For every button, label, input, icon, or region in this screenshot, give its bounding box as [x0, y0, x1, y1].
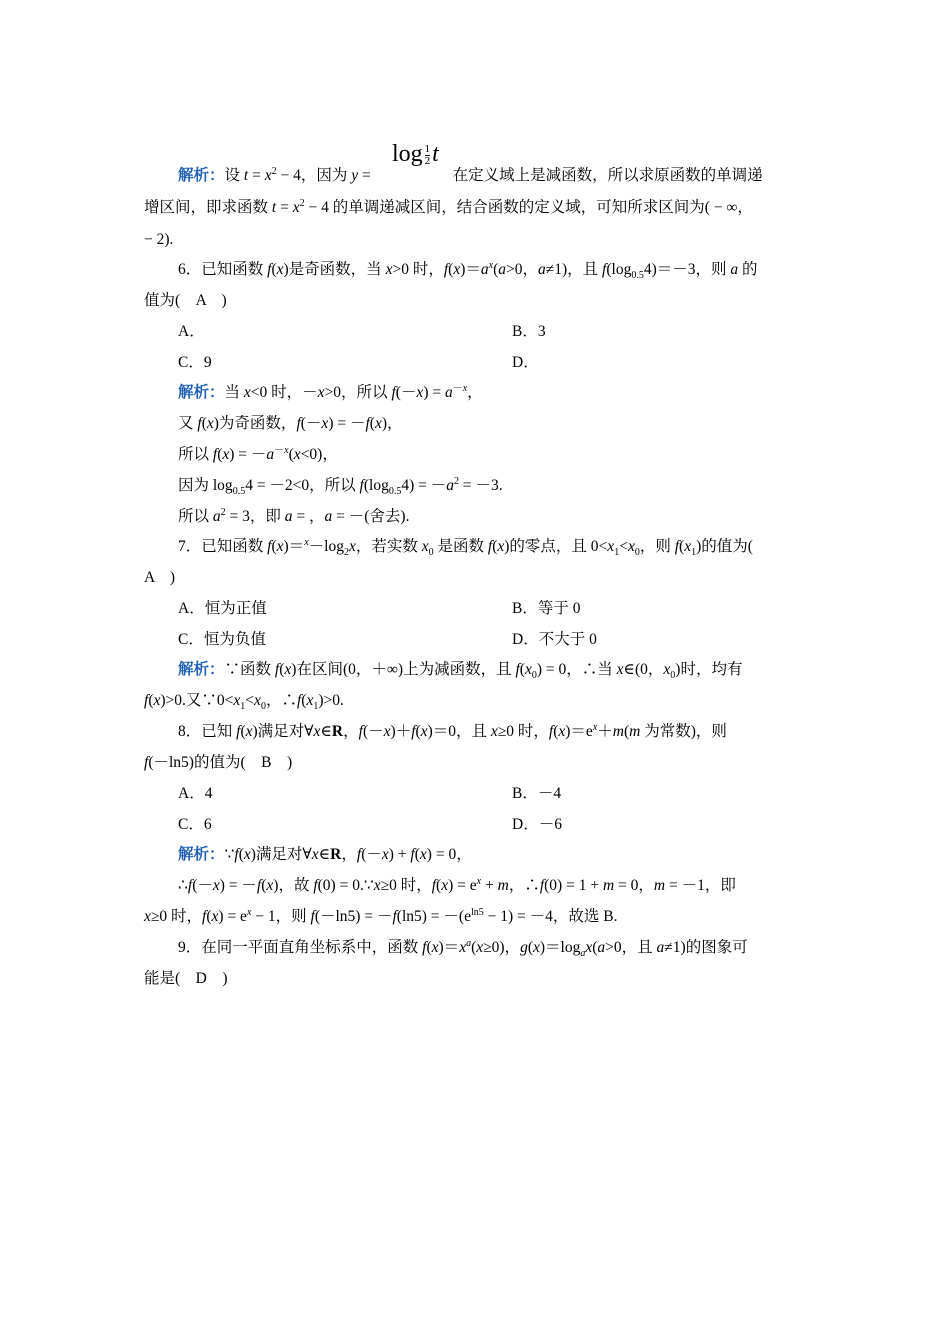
text-line-l7b: D． — [512, 354, 539, 371]
text-line-l14: A ) — [144, 569, 176, 586]
fraction-numerator: 1 — [424, 142, 431, 155]
text-line-l5: 值为( A ) — [144, 292, 227, 309]
text-line-l22a: C．6 — [178, 816, 212, 833]
text-line-l17: 解析：∵函数 f(x)在区间(0，＋∞)上为减函数，且 $f(x_0) = 0$，∴当 x∈(0，$x_0$)时，均有 — [178, 661, 743, 682]
text-line-l23: 解析：∵f(x)满足对∀x∈R，f(－x) + f(x) = 0， — [178, 846, 472, 863]
text-line-l3: − 2). — [144, 231, 174, 248]
formula-fraction — [425, 144, 431, 167]
text-line-l25: x≥0 时，$f(x) = e^x - 1$，则 $f(-\ln 5) = -f(\ln 5) = -(e^{ln5} - 1) = -4$，故选 B. — [144, 906, 618, 925]
text-line-l2: 增区间，即求函数 $t = x^2 - 4$ 的单调递减区间，结合函数的定义域，可知所求区间为( − ∞， — [144, 197, 753, 216]
text-line-l6b: B．3 — [512, 323, 546, 340]
text-line-l21a: A．4 — [178, 785, 213, 802]
text-line-l4: 6．已知函数 f(x)是奇函数，当 x>0 时，$f(x)=a^x(a>0$，a≠1)，且 $f(\log_{0.5}4)=-3$，则 a 的 — [178, 259, 758, 282]
text-line-l21b: B．－4 — [512, 785, 562, 802]
text-line-l10: 所以 $f(x) = -a^{-x}(x<0)$， — [178, 444, 338, 463]
formula-log: log — [392, 141, 423, 167]
text-line-l19: 8．已知 f(x)满足对∀x∈R，f(－x)＋f(x)＝0，且 x≥0 时，$f(x)=e^x+m(m$ 为常数)，则 — [178, 721, 727, 740]
text-line-l18: f(x)>0.又$\because 0<x_1<x_0$，$\therefore f(x_1)>0$. — [144, 692, 344, 713]
text-line-l13: 7．已知函数 $f(x)=^x-\log_2x$，若实数 $x_0$ 是函数 f(x)的零点，且 $0<x_1<x_0$，则 $f(x_1)$的值为( — [178, 536, 753, 559]
text-line-l26: 9．在同一平面直角坐标系中，函数 $f(x)=x^a(x\ge 0)$，$g(x)=\log_ax(a>0$，且 a≠1)的图象可 — [178, 937, 748, 960]
text-line-l8: 解析：当 x<0 时，－x>0，所以 $f(-x) = a^{-x}$， — [178, 382, 483, 401]
text-line-l12: 所以 $a^2 = 3$，即 a = ，a = －(舍去). — [178, 506, 410, 525]
text-line-l1: 解析：设 $t = x^2 - 4$，因为 y = 在定义域上是减函数，所以求原函数的单调递 — [178, 165, 763, 184]
text-line-l15b: B．等于 0 — [512, 600, 581, 617]
text-line-l6a: A． — [178, 323, 205, 340]
text-line-l22b: D．－6 — [512, 816, 562, 833]
fraction-denominator: 2 — [424, 154, 431, 167]
text-line-l11: 因为 $\log_{0.5}4 = -2<0$，所以 $f(\log_{0.5}4) = -a^2 = -3$. — [178, 475, 503, 498]
log-half-t-formula — [392, 140, 439, 168]
text-line-l20: f(－ln5)的值为( B ) — [144, 754, 293, 771]
text-line-l15a: A．恒为正值 — [178, 600, 267, 617]
text-line-l16b: D．不大于 0 — [512, 631, 597, 648]
text-line-l7a: C．9 — [178, 354, 212, 371]
text-line-l27: 能是( D ) — [144, 970, 228, 987]
formula-variable: t — [432, 141, 439, 167]
text-line-l24: ∴f(－x) = －f(x)，故 f(0) = 0.∵x≥0 时，$f(x) = e^x + m$，∴f(0) = 1 + m = 0，m = －1，即 — [178, 875, 736, 894]
text-line-l9: 又 f(x)为奇函数，f(－x) = －f(x)， — [178, 415, 403, 432]
text-line-l16a: C．恒为负值 — [178, 631, 266, 648]
